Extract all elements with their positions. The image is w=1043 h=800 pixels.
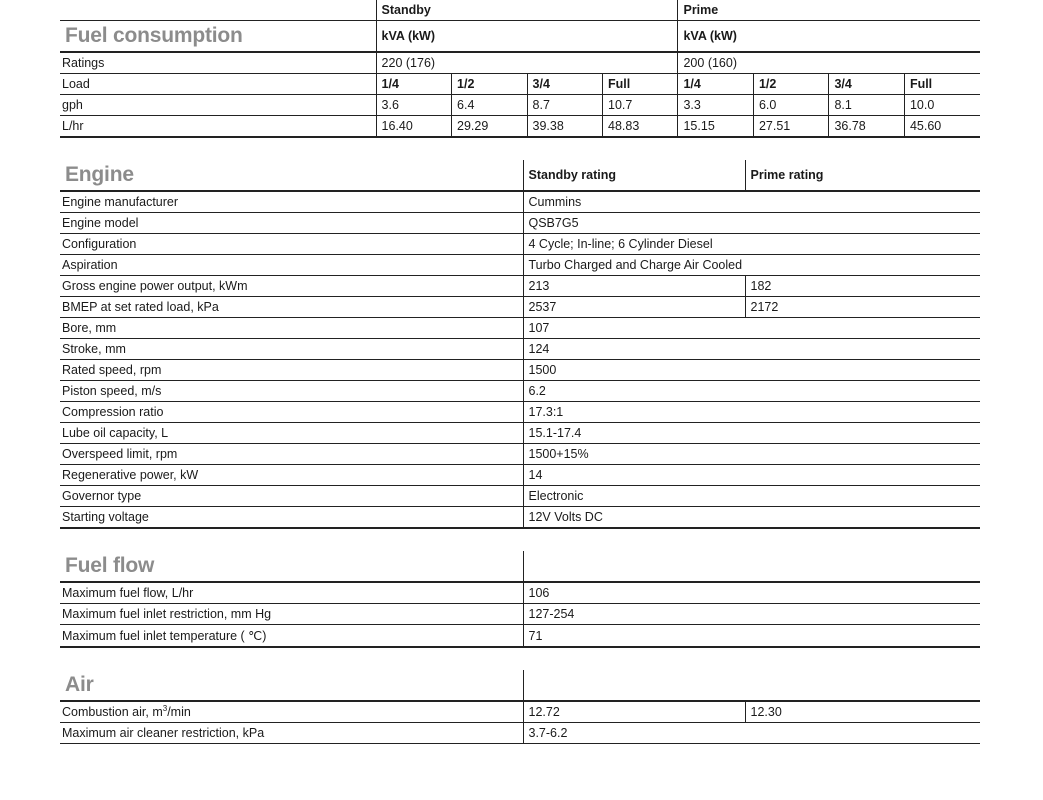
table-row [60,507,980,529]
row-value-standby: 17.3:1 [523,402,980,423]
fuel-mode-standby: Standby [376,0,678,21]
air-table [60,670,980,744]
air-header-row [60,670,980,701]
fuel-rating-standby: 220 (176) [376,52,678,74]
row-value-standby: Cummins [523,191,980,213]
row-label: Piston speed, m/s [60,381,523,402]
row-value-standby: 124 [523,339,980,360]
fuel-flow-table [60,551,980,648]
fuel-unit-header-row [60,21,980,53]
row-label: Configuration [60,234,523,255]
row-value-standby: Turbo Charged and Charge Air Cooled [523,255,980,276]
fuel-lhr-label: L/hr [60,116,376,138]
row-value-prime: 182 [745,276,980,297]
row-label: Governor type [60,486,523,507]
row-value-standby: 14 [523,465,980,486]
row-value-standby: 127-254 [523,604,980,625]
row-value-standby: 12V Volts DC [523,507,980,529]
fuel-gph-standby-4: 10.7 [603,95,678,116]
superscript: 3 [162,703,168,713]
table-row [60,297,980,318]
row-label: Bore, mm [60,318,523,339]
section-title-fuel-flow: Fuel flow [60,551,523,582]
table-row [60,604,980,625]
section-title-fuel-consumption: Fuel consumption [60,21,376,53]
table-row [60,318,980,339]
fuel-gph-row [60,95,980,116]
fuel-unit-standby: kVA (kW) [376,21,678,53]
table-row [60,213,980,234]
table-row [60,255,980,276]
fuel-load-row [60,74,980,95]
row-value-standby: 2537 [523,297,745,318]
row-value-standby: 15.1-17.4 [523,423,980,444]
row-label: Engine model [60,213,523,234]
engine-col-prime: Prime rating [745,160,980,191]
fuel-mode-header-row [60,0,980,21]
fuel-gph-prime-2: 6.0 [753,95,828,116]
table-row [60,465,980,486]
fuel-gph-prime-3: 8.1 [829,95,904,116]
row-value-standby: 106 [523,582,980,604]
fuel-lhr-standby-2: 29.29 [452,116,527,138]
table-row [60,360,980,381]
table-row [60,423,980,444]
fuel-flow-col-prime [745,551,980,582]
fuel-lhr-standby-4: 48.83 [603,116,678,138]
table-row [60,701,980,723]
row-label: Starting voltage [60,507,523,529]
section-title-engine: Engine [60,160,523,191]
fuel-load-prime-3: 3/4 [829,74,904,95]
row-label: Compression ratio [60,402,523,423]
fuel-gph-prime-4: 10.0 [904,95,980,116]
table-row [60,444,980,465]
fuel-lhr-prime-4: 45.60 [904,116,980,138]
row-label: Maximum fuel inlet restriction, mm Hg [60,604,523,625]
air-col-prime [745,670,980,701]
fuel-gph-standby-3: 8.7 [527,95,602,116]
row-value-prime: 2172 [745,297,980,318]
row-label: Stroke, mm [60,339,523,360]
row-value-standby: QSB7G5 [523,213,980,234]
fuel-rating-prime: 200 (160) [678,52,980,74]
row-value-standby: 1500 [523,360,980,381]
fuel-consumption-table [60,0,980,138]
table-row [60,625,980,648]
fuel-load-prime-2: 1/2 [753,74,828,95]
fuel-gph-standby-2: 6.4 [452,95,527,116]
fuel-gph-prime-1: 3.3 [678,95,753,116]
table-row [60,582,980,604]
row-value-standby: 4 Cycle; In-line; 6 Cylinder Diesel [523,234,980,255]
engine-col-standby: Standby rating [523,160,745,191]
row-value-standby: 107 [523,318,980,339]
fuel-load-standby-1: 1/4 [376,74,451,95]
fuel-mode-prime: Prime [678,0,980,21]
fuel-load-standby-4: Full [603,74,678,95]
fuel-lhr-prime-1: 15.15 [678,116,753,138]
fuel-gph-standby-1: 3.6 [376,95,451,116]
row-label: Lube oil capacity, L [60,423,523,444]
table-row [60,339,980,360]
air-col-standby [523,670,745,701]
fuel-unit-prime: kVA (kW) [678,21,980,53]
fuel-load-standby-2: 1/2 [452,74,527,95]
table-row [60,234,980,255]
engine-table [60,160,980,529]
fuel-load-standby-3: 3/4 [527,74,602,95]
fuel-lhr-row [60,116,980,138]
row-value-standby: 12.72 [523,701,745,723]
table-row [60,191,980,213]
table-row [60,402,980,423]
row-value-standby: 213 [523,276,745,297]
fuel-lhr-standby-1: 16.40 [376,116,451,138]
row-value-standby: 71 [523,625,980,648]
fuel-load-label: Load [60,74,376,95]
fuel-gph-label: gph [60,95,376,116]
fuel-flow-col-standby [523,551,745,582]
row-value-standby: 1500+15% [523,444,980,465]
fuel-load-prime-4: Full [904,74,980,95]
table-row [60,276,980,297]
fuel-flow-header-row [60,551,980,582]
row-label: Maximum air cleaner restriction, kPa [60,723,523,744]
row-label: Maximum fuel flow, L/hr [60,582,523,604]
row-label: Maximum fuel inlet temperature ( ℃) [60,625,523,648]
row-value-standby: Electronic [523,486,980,507]
row-label: Engine manufacturer [60,191,523,213]
section-title-air: Air [60,670,523,701]
fuel-lhr-prime-3: 36.78 [829,116,904,138]
row-label: Rated speed, rpm [60,360,523,381]
fuel-ratings-label: Ratings [60,52,376,74]
fuel-section-title-spacer [60,0,376,21]
row-label: Overspeed limit, rpm [60,444,523,465]
row-label: BMEP at set rated load, kPa [60,297,523,318]
engine-header-row [60,160,980,191]
fuel-lhr-standby-3: 39.38 [527,116,602,138]
row-label: Regenerative power, kW [60,465,523,486]
row-label: Combustion air, $m^3/\min$ [60,701,523,723]
fuel-load-prime-1: 1/4 [678,74,753,95]
table-row [60,486,980,507]
row-label: Aspiration [60,255,523,276]
fuel-ratings-row [60,52,980,74]
table-row [60,381,980,402]
row-label: Gross engine power output, kWm [60,276,523,297]
fuel-lhr-prime-2: 27.51 [753,116,828,138]
row-value-standby: 6.2 [523,381,980,402]
table-row [60,723,980,744]
row-value-prime: 12.30 [745,701,980,723]
row-value-standby: 3.7-6.2 [523,723,980,744]
